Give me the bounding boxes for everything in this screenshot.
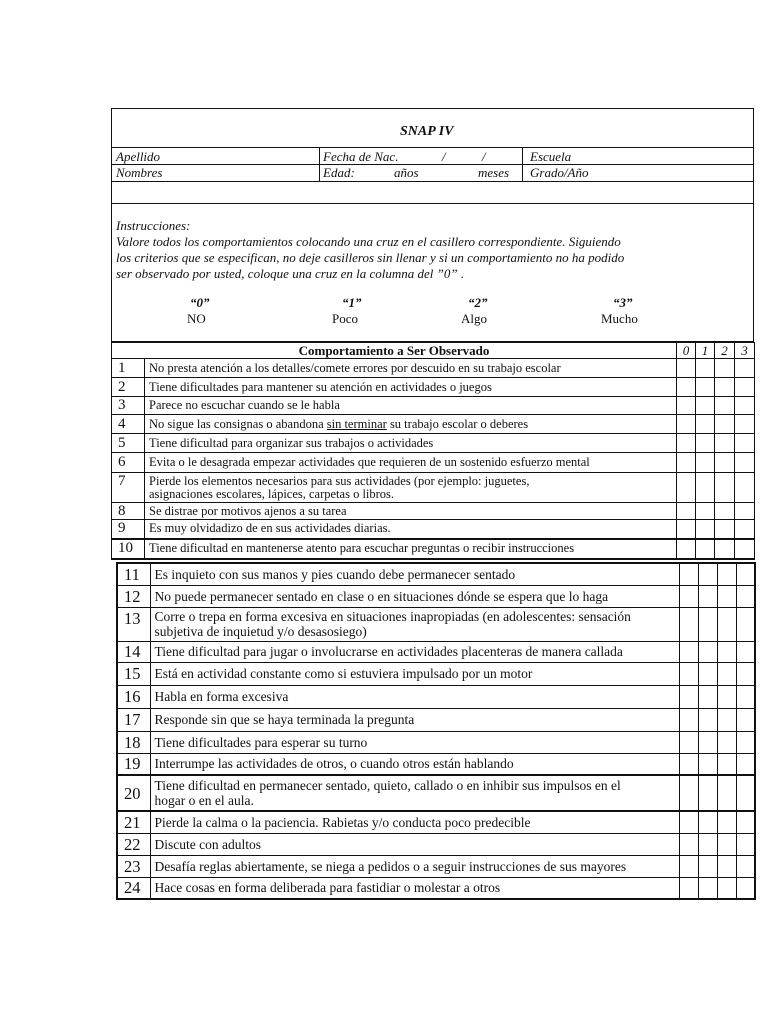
table-row	[117, 607, 755, 641]
item-number: 21	[117, 811, 150, 833]
score-cell[interactable]	[679, 585, 698, 607]
score-cell[interactable]	[698, 685, 717, 708]
score-cell[interactable]	[679, 708, 698, 731]
score-cell[interactable]	[717, 753, 736, 775]
table-row	[112, 378, 755, 397]
score-cell[interactable]	[696, 473, 715, 503]
item-text: No puede permanecer sentado en clase o en situaciones dónde se espera que lo haga	[150, 585, 679, 607]
item-number: 2	[112, 378, 145, 397]
item-text: Tiene dificultad para organizar sus trabajos o actividades	[145, 434, 677, 453]
score-cell[interactable]	[715, 539, 735, 559]
item-number: 19	[117, 753, 150, 775]
score-cell[interactable]	[735, 473, 755, 503]
item-text: Hace cosas en forma deliberada para fastidiar o molestar a otros	[150, 877, 679, 899]
score-cell[interactable]	[679, 877, 698, 899]
score-cell[interactable]	[736, 731, 755, 753]
score-cell[interactable]	[735, 397, 755, 415]
score-cell[interactable]	[677, 539, 696, 559]
table-row	[117, 708, 755, 731]
table-row	[112, 539, 755, 559]
item-number: 18	[117, 731, 150, 753]
score-cell[interactable]	[735, 415, 755, 434]
date-separator: /	[442, 149, 446, 164]
score-cell[interactable]	[715, 378, 735, 397]
score-cell[interactable]	[677, 378, 696, 397]
table-row	[117, 811, 755, 833]
score-cell[interactable]	[679, 811, 698, 833]
item-text-underlined: sin terminar	[326, 416, 387, 431]
item-number: 16	[117, 685, 150, 708]
score-cell[interactable]	[715, 397, 735, 415]
score-cell[interactable]	[735, 453, 755, 473]
score-cell[interactable]	[677, 359, 696, 378]
score-cell[interactable]	[698, 662, 717, 685]
score-cell[interactable]	[717, 585, 736, 607]
table-row	[117, 775, 755, 811]
table-row	[117, 641, 755, 662]
scale-code: “3”	[613, 295, 633, 310]
divider	[319, 147, 320, 181]
score-cell[interactable]	[735, 378, 755, 397]
item-text: Pierde la calma o la paciencia. Rabietas y/o conducta poco predecible	[150, 811, 679, 833]
score-cell[interactable]	[715, 434, 735, 453]
table-row	[117, 877, 755, 899]
item-text-part: No sigue las consignas o abandona	[149, 416, 327, 431]
item-number: 23	[117, 855, 150, 877]
item-text: Discute con adultos	[150, 833, 679, 855]
field-meses: meses	[478, 165, 510, 180]
score-cell[interactable]	[698, 811, 717, 833]
item-number: 17	[117, 708, 150, 731]
score-cell[interactable]	[736, 877, 755, 899]
score-cell[interactable]	[717, 607, 736, 641]
score-cell[interactable]	[717, 685, 736, 708]
item-number: 9	[112, 520, 145, 539]
score-cell[interactable]	[715, 359, 735, 378]
score-cell[interactable]	[736, 833, 755, 855]
item-text: Está en actividad constante como si estuviera impulsado por un motor	[150, 662, 679, 685]
score-cell[interactable]	[698, 877, 717, 899]
item-number: 12	[117, 585, 150, 607]
divider	[111, 164, 754, 165]
score-cell[interactable]	[735, 503, 755, 520]
item-text-line: Corre o trepa en forma excesiva en situaciones inapropiadas (en adolescentes: sensación	[154, 609, 631, 624]
score-cell[interactable]	[715, 520, 735, 539]
item-text-line: asignaciones escolares, lápices, carpetas o libros.	[149, 486, 395, 501]
behavior-table-1	[111, 342, 755, 560]
score-cell[interactable]	[679, 563, 698, 585]
table-row	[117, 753, 755, 775]
table-row	[112, 520, 755, 539]
item-text: Es muy olvidadizo de en sus actividades diarias.	[145, 520, 677, 539]
item-text: Evita o le desagrada empezar actividades que requieren de un sostenido esfuerzo mental	[145, 453, 677, 473]
score-col-0: 0	[677, 343, 696, 359]
instructions-line: los criterios que se especifican, no deje casilleros sin llenar y si un comportamiento no ha podido	[116, 250, 625, 265]
item-text: Se distrae por motivos ajenos a su tarea	[145, 503, 677, 520]
item-text-line: Tiene dificultad en permanecer sentado, quieto, callado o en inhibir sus impulsos en el	[154, 778, 621, 793]
item-text-part: su trabajo escolar o deberes	[386, 416, 529, 431]
table-header-row	[112, 343, 755, 359]
score-cell[interactable]	[736, 775, 755, 811]
score-cell[interactable]	[696, 434, 715, 453]
score-cell[interactable]	[679, 731, 698, 753]
scale-label: Mucho	[601, 311, 638, 326]
score-cell[interactable]	[677, 397, 696, 415]
table-row	[117, 833, 755, 855]
score-cell[interactable]	[696, 378, 715, 397]
score-cell[interactable]	[717, 731, 736, 753]
score-cell[interactable]	[679, 855, 698, 877]
item-text: No presta atención a los detalles/comete errores por descuido en su trabajo escolar	[145, 359, 677, 378]
table-row	[117, 731, 755, 753]
item-number: 15	[117, 662, 150, 685]
item-text: Desafía reglas abiertamente, se niega a pedidos o a seguir instrucciones de sus mayores	[150, 855, 679, 877]
score-cell[interactable]	[736, 607, 755, 641]
table-row	[117, 585, 755, 607]
score-cell[interactable]	[679, 775, 698, 811]
item-text-line: subjetiva de inquietud y/o desasosiego)	[154, 624, 367, 639]
table-row	[117, 855, 755, 877]
score-cell[interactable]	[679, 641, 698, 662]
item-text: Tiene dificultad en mantenerse atento para escuchar preguntas o recibir instrucciones	[145, 539, 677, 559]
score-cell[interactable]	[696, 415, 715, 434]
instructions-line: ser observado por usted, coloque una cruz en la columna del ”0” .	[116, 266, 465, 281]
score-cell[interactable]	[717, 662, 736, 685]
instructions-heading: Instrucciones:	[116, 218, 191, 233]
table-row	[117, 685, 755, 708]
item-number: 1	[112, 359, 145, 378]
score-cell[interactable]	[717, 641, 736, 662]
score-cell[interactable]	[717, 855, 736, 877]
score-col-2: 2	[715, 343, 735, 359]
item-number: 7	[112, 473, 145, 503]
item-text-line: Pierde los elementos necesarios para sus actividades (por ejemplo: juguetes,	[149, 473, 530, 488]
field-grado[interactable]: Grado/Año	[530, 165, 589, 180]
field-edad[interactable]: Edad:	[323, 165, 355, 180]
score-col-1: 1	[696, 343, 715, 359]
score-cell[interactable]	[736, 585, 755, 607]
score-cell[interactable]	[677, 453, 696, 473]
score-cell[interactable]	[717, 877, 736, 899]
item-number: 10	[112, 539, 145, 559]
score-cell[interactable]	[698, 641, 717, 662]
score-cell[interactable]	[698, 753, 717, 775]
score-cell[interactable]	[736, 641, 755, 662]
score-cell[interactable]	[696, 453, 715, 473]
date-separator: /	[482, 149, 486, 164]
score-cell[interactable]	[735, 539, 755, 559]
divider	[111, 181, 754, 182]
score-cell[interactable]	[735, 520, 755, 539]
item-text	[150, 607, 679, 641]
table-row	[112, 359, 755, 378]
score-cell[interactable]	[677, 473, 696, 503]
score-cell[interactable]	[698, 585, 717, 607]
score-cell[interactable]	[717, 708, 736, 731]
item-text: Habla en forma excesiva	[150, 685, 679, 708]
scale-code: “0”	[190, 295, 210, 310]
item-number: 3	[112, 397, 145, 415]
score-cell[interactable]	[717, 563, 736, 585]
score-cell[interactable]	[696, 397, 715, 415]
score-cell[interactable]	[696, 539, 715, 559]
item-number: 14	[117, 641, 150, 662]
item-number: 6	[112, 453, 145, 473]
item-number: 24	[117, 877, 150, 899]
item-number: 4	[112, 415, 145, 434]
item-text	[145, 415, 677, 434]
score-cell[interactable]	[698, 775, 717, 811]
score-cell[interactable]	[698, 833, 717, 855]
score-cell[interactable]	[736, 708, 755, 731]
item-text	[145, 473, 677, 503]
score-cell[interactable]	[698, 731, 717, 753]
table-row	[112, 415, 755, 434]
score-cell[interactable]	[677, 520, 696, 539]
score-cell[interactable]	[736, 662, 755, 685]
score-cell[interactable]	[735, 359, 755, 378]
item-text: Tiene dificultades para mantener su atención en actividades o juegos	[145, 378, 677, 397]
score-cell[interactable]	[698, 607, 717, 641]
item-text	[150, 775, 679, 811]
instructions-line: Valore todos los comportamientos colocando una cruz en el casillero correspondiente. Siguiendo	[116, 234, 621, 249]
item-text: Tiene dificultad para jugar o involucrarse en actividades placenteras de manera callada	[150, 641, 679, 662]
table-row	[112, 473, 755, 503]
item-text: Interrumpe las actividades de otros, o cuando otros están hablando	[150, 753, 679, 775]
table-row	[112, 397, 755, 415]
table-row	[112, 503, 755, 520]
score-cell[interactable]	[696, 520, 715, 539]
score-cell[interactable]	[717, 833, 736, 855]
scale-label: Poco	[332, 311, 358, 326]
item-number: 22	[117, 833, 150, 855]
item-number: 5	[112, 434, 145, 453]
item-text: Es inquieto con sus manos y pies cuando debe permanecer sentado	[150, 563, 679, 585]
field-escuela[interactable]: Escuela	[530, 149, 572, 164]
form-title: SNAP IV	[400, 124, 454, 139]
item-number: 20	[117, 775, 150, 811]
scale-code: “1”	[342, 295, 362, 310]
score-cell[interactable]	[696, 359, 715, 378]
field-nombres[interactable]: Nombres	[116, 165, 163, 180]
table-row	[112, 453, 755, 473]
score-cell[interactable]	[736, 753, 755, 775]
scale-label: Algo	[461, 311, 487, 326]
item-text: Responde sin que se haya terminada la pregunta	[150, 708, 679, 731]
score-cell[interactable]	[679, 662, 698, 685]
score-cell[interactable]	[677, 415, 696, 434]
score-cell[interactable]	[736, 811, 755, 833]
score-cell[interactable]	[679, 833, 698, 855]
table-row	[112, 434, 755, 453]
scale-code: “2”	[468, 295, 488, 310]
score-cell[interactable]	[679, 685, 698, 708]
score-col-3: 3	[735, 343, 755, 359]
score-cell[interactable]	[698, 708, 717, 731]
field-anos: años	[394, 165, 419, 180]
table-row	[117, 563, 755, 585]
divider	[111, 203, 754, 204]
score-cell[interactable]	[717, 775, 736, 811]
item-text: Parece no escuchar cuando se le habla	[145, 397, 677, 415]
score-cell[interactable]	[715, 415, 735, 434]
score-cell[interactable]	[698, 563, 717, 585]
score-cell[interactable]	[736, 685, 755, 708]
item-text-line: hogar o en el aula.	[154, 793, 254, 808]
score-cell[interactable]	[715, 503, 735, 520]
field-apellido[interactable]: Apellido	[116, 149, 161, 164]
score-cell[interactable]	[677, 503, 696, 520]
table-row	[117, 662, 755, 685]
item-number: 13	[117, 607, 150, 641]
item-text: Tiene dificultades para esperar su turno	[150, 731, 679, 753]
divider	[522, 147, 523, 181]
score-cell[interactable]	[679, 607, 698, 641]
item-number: 11	[117, 563, 150, 585]
score-cell[interactable]	[715, 473, 735, 503]
score-cell[interactable]	[698, 855, 717, 877]
table-header: Comportamiento a Ser Observado	[112, 343, 677, 359]
score-cell[interactable]	[677, 434, 696, 453]
field-fecha-nac[interactable]: Fecha de Nac.	[323, 149, 399, 164]
score-cell[interactable]	[696, 503, 715, 520]
divider	[111, 147, 754, 148]
scale-label: NO	[187, 311, 206, 326]
score-cell[interactable]	[679, 753, 698, 775]
score-cell[interactable]	[715, 453, 735, 473]
score-cell[interactable]	[736, 855, 755, 877]
score-cell[interactable]	[717, 811, 736, 833]
behavior-table-2	[116, 562, 756, 900]
score-cell[interactable]	[735, 434, 755, 453]
item-number: 8	[112, 503, 145, 520]
score-cell[interactable]	[736, 563, 755, 585]
